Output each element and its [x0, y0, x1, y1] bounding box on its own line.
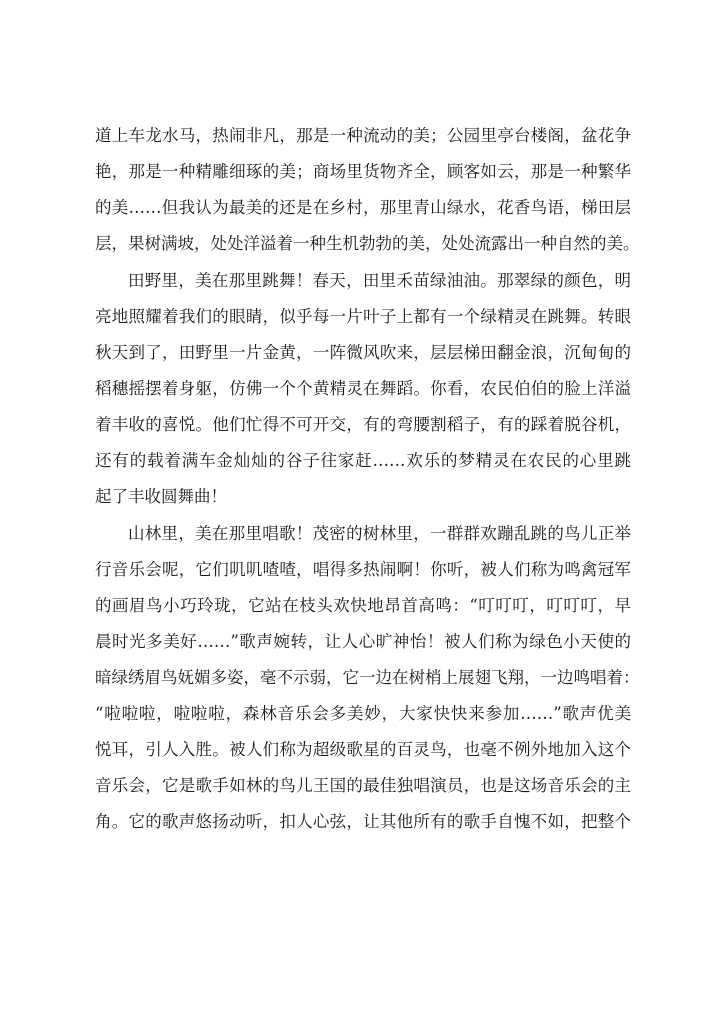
text-line: 的画眉鸟小巧玲珑，它站在枝头欢快地昂首高鸣：“叮叮叮，叮叮叮，早: [95, 596, 631, 615]
text-line: 田野里，美在那里跳舞！春天，田里禾苗绿油油。那翠绿的颜色，明: [128, 271, 631, 290]
text-line: 艳，那是一种精雕细琢的美；商场里货物齐全，顾客如云，那是一种繁华: [95, 162, 631, 181]
text-line: 晨时光多美好……”歌声婉转，让人心旷神怡！被人们称为绿色小天使的: [95, 632, 631, 651]
text-line: 音乐会，它是歌手如林的鸟儿王国的最佳独唱演员，也是这场音乐会的主: [95, 776, 631, 795]
text-line: “啦啦啦，啦啦啦，森林音乐会多美妙，大家快快来参加……”歌声优美: [95, 704, 631, 723]
text-line: 稻穗摇摆着身躯，仿佛一个个黄精灵在舞蹈。你看，农民伯伯的脸上洋溢: [95, 379, 631, 398]
text-line: 悦耳，引人入胜。被人们称为超级歌星的百灵鸟，也毫不例外地加入这个: [95, 740, 631, 759]
text-line: 层，果树满坡，处处洋溢着一种生机勃勃的美，处处流露出一种自然的美。: [95, 234, 640, 253]
text-line: 山林里，美在那里唱歌！茂密的树林里，一群群欢蹦乱跳的鸟儿正举: [128, 524, 631, 543]
text-line: 行音乐会呢，它们叽叽喳喳，唱得多热闹啊！你听，被人们称为鸣禽冠军: [95, 560, 631, 579]
text-line: 道上车龙水马，热闹非凡，那是一种流动的美；公园里亭台楼阁，盆花争: [95, 126, 631, 145]
text-line: 的美……但我认为最美的还是在乡村，那里青山绿水，花香鸟语，梯田层: [95, 198, 631, 217]
text-line: 还有的载着满车金灿灿的谷子往家赶……欢乐的梦精灵在农民的心里跳: [95, 451, 631, 470]
text-line: 起了丰收圆舞曲！: [95, 487, 227, 506]
text-line: 着丰收的喜悦。他们忙得不可开交，有的弯腰割稻子，有的踩着脱谷机，: [95, 415, 631, 434]
text-line: 亮地照耀着我们的眼睛，似乎每一片叶子上都有一个绿精灵在跳舞。转眼: [95, 307, 631, 326]
text-line: 秋天到了，田野里一片金黄，一阵微风吹来，层层梯田翻金浪，沉甸甸的: [95, 343, 631, 362]
text-line: 角。它的歌声悠扬动听，扣人心弦，让其他所有的歌手自愧不如，把整个: [95, 812, 631, 831]
text-line: 暗绿绣眉鸟妩媚多姿，毫不示弱，它一边在树梢上展翅飞翔，一边鸣唱着：: [95, 668, 640, 687]
